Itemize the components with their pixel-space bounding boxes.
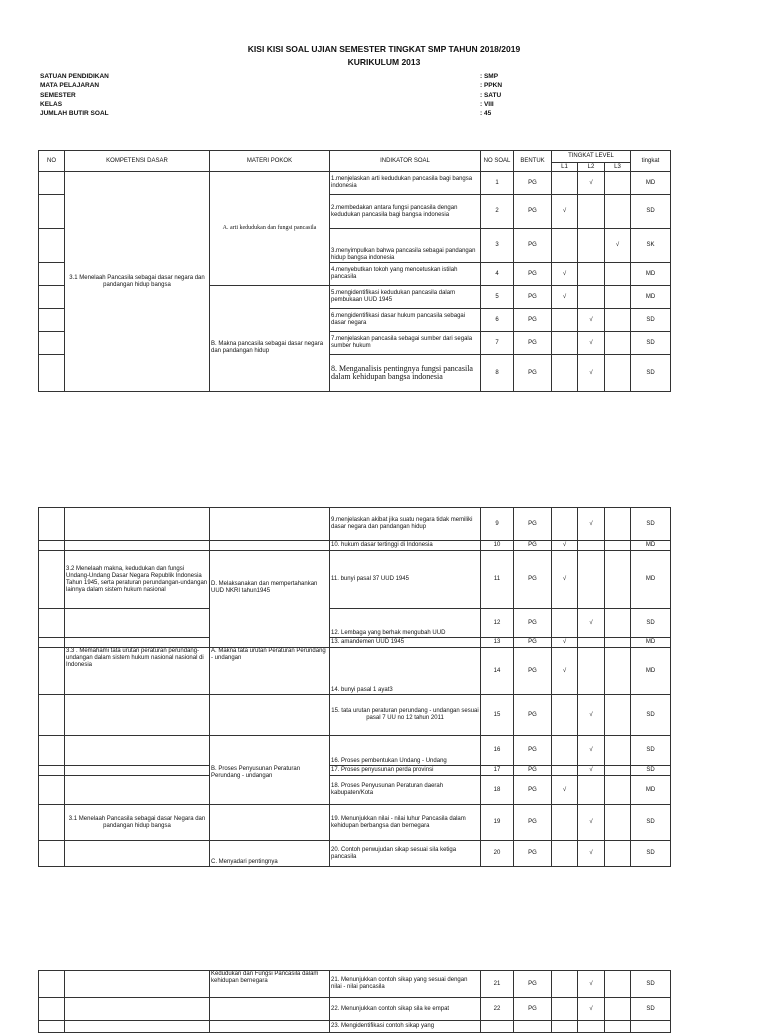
indikator-cell: 21. Menunjukkan contoh sikap yang sesuai dengan nilai - nilai pancasila	[330, 971, 481, 998]
bentuk-cell: PG	[514, 766, 552, 776]
meta-label: KELAS	[40, 100, 63, 108]
table-row	[39, 541, 671, 551]
no-soal-cell: 3	[481, 229, 514, 263]
bentuk-cell: PG	[514, 508, 552, 541]
no-soal-cell: 15	[481, 695, 514, 736]
kisi-table-1	[38, 150, 671, 392]
no-soal-cell: 22	[481, 998, 514, 1021]
meta-value: : SATU	[480, 91, 502, 99]
tingkat-cell: MD	[631, 286, 671, 309]
header-bentuk: BENTUK	[514, 151, 552, 172]
indikator-cell: 7.menjelaskan pancasila sebagai sumber dari segala sumber hukum	[330, 332, 481, 355]
no-soal-cell: 8	[481, 355, 514, 392]
check-mark: √	[578, 695, 605, 736]
check-mark: √	[578, 332, 605, 355]
meta-label: SEMESTER	[40, 91, 76, 99]
table-row	[39, 998, 671, 1021]
no-soal-cell: 14	[481, 648, 514, 695]
table-row	[39, 805, 671, 841]
check-mark: √	[578, 998, 605, 1021]
tingkat-cell: MD	[631, 541, 671, 551]
tingkat-cell: MD	[631, 648, 671, 695]
header-no: NO	[39, 151, 65, 172]
bentuk-cell: PG	[514, 332, 552, 355]
no-soal-cell: 20	[481, 841, 514, 867]
kompetensi-dasar-cell: 3.2 Menelaah makna, kedudukan dan fungsi Undang-Undang Dasar Negara Republik Indonesia Tahun 1945, serta peraturan perundangan-undangan lainnya dalam sistem hukum nasional	[65, 551, 210, 609]
indikator-cell: 5.mengidentifikasi kedudukan pancasila dalam pembukaan UUD 1945	[330, 286, 481, 309]
check-mark: √	[552, 648, 578, 695]
table-row	[39, 609, 671, 638]
table-row	[39, 766, 671, 776]
check-mark: √	[552, 286, 578, 309]
materi-pokok-cell: C. Menyadari pentingnya	[210, 841, 330, 867]
bentuk-cell: PG	[514, 551, 552, 609]
no-soal-cell: 10	[481, 541, 514, 551]
indikator-cell: 14. bunyi pasal 1 ayat3	[330, 648, 481, 695]
tingkat-cell: MD	[631, 263, 671, 286]
bentuk-cell: PG	[514, 609, 552, 638]
tingkat-cell: SD	[631, 195, 671, 229]
tingkat-cell: SD	[631, 766, 671, 776]
tingkat-cell: SD	[631, 309, 671, 332]
table-row	[39, 736, 671, 766]
meta-values	[480, 72, 502, 118]
tingkat-cell: SD	[631, 998, 671, 1021]
check-mark: √	[578, 355, 605, 392]
check-mark: √	[578, 841, 605, 867]
no-soal-cell: 17	[481, 766, 514, 776]
kompetensi-dasar-cell: 3.1 Menelaah Pancasila sebagai dasar negara dan pandangan hidup bangsa	[65, 172, 210, 392]
no-soal-cell: 18	[481, 776, 514, 805]
table-row	[39, 841, 671, 867]
indikator-cell: 13. amandemen UUD 1945	[330, 638, 481, 648]
meta-value: : SMP	[480, 73, 499, 80]
table-row	[39, 508, 671, 541]
tingkat-cell: MD	[631, 551, 671, 609]
check-mark: √	[552, 263, 578, 286]
tingkat-cell: SK	[631, 229, 671, 263]
indikator-cell: 18. Proses Penyusunan Peraturan daerah kabupaten/Kota	[330, 776, 481, 805]
tingkat-cell: SD	[631, 805, 671, 841]
table-row	[39, 648, 671, 695]
bentuk-cell: PG	[514, 286, 552, 309]
meta-value: : 45	[480, 110, 492, 118]
indikator-cell: 17. Proses penyusunan perda provinsi	[330, 766, 481, 776]
indikator-cell: 9.menjelaskan akibat jika suatu negara tidak memiliki dasar negara dan pandangan hidup	[330, 508, 481, 541]
indikator-cell: 15. tata urutan peraturan perundang - undangan sesuai pasal 7 UU no 12 tahun 2011	[330, 695, 481, 736]
header-kompetensi: KOMPETENSI DASAR	[65, 151, 210, 172]
document-subtitle: KURIKULUM 2013	[347, 57, 421, 67]
indikator-cell: 11. bunyi pasal 37 UUD 1945	[330, 551, 481, 609]
check-mark: √	[552, 776, 578, 805]
header-l1: L1	[552, 163, 578, 172]
tingkat-cell: MD	[631, 638, 671, 648]
table-row	[39, 638, 671, 648]
kisi-table-2	[38, 507, 671, 867]
check-mark: √	[578, 172, 605, 195]
bentuk-cell: PG	[514, 736, 552, 766]
tingkat-cell: MD	[631, 776, 671, 805]
bentuk-cell: PG	[514, 695, 552, 736]
tingkat-cell: SD	[631, 841, 671, 867]
bentuk-cell: PG	[514, 805, 552, 841]
no-soal-cell: 9	[481, 508, 514, 541]
check-mark: √	[605, 229, 631, 263]
no-soal-cell: 19	[481, 805, 514, 841]
indikator-cell: 10. hukum dasar tertinggi di Indonesia	[330, 541, 481, 551]
tingkat-cell: SD	[631, 355, 671, 392]
indikator-cell: 8. Menganalisis pentingnya fungsi pancasila dalam kehidupan bangsa indonesia	[330, 355, 481, 392]
materi-pokok-cell: A. arti kedudukan dan fungsi pancasila	[210, 172, 330, 286]
indikator-cell: 12. Lembaga yang berhak mengubah UUD	[330, 609, 481, 638]
bentuk-cell: PG	[514, 195, 552, 229]
tingkat-cell: SD	[631, 971, 671, 998]
check-mark: √	[578, 609, 605, 638]
meta-label: SATUAN PENDIDIKAN	[40, 73, 109, 80]
no-soal-cell: 11	[481, 551, 514, 609]
bentuk-cell: PG	[514, 841, 552, 867]
table-row	[39, 695, 671, 736]
no-soal-cell: 16	[481, 736, 514, 766]
materi-pokok-cell: B. Proses Penyusunan Peraturan Perundang - undangan	[210, 736, 330, 805]
header-indikator: INDIKATOR SOAL	[330, 151, 481, 172]
no-soal-cell: 7	[481, 332, 514, 355]
indikator-cell: 4.menyebutkan tokoh yang mencetuskan istilah pancasila	[330, 263, 481, 286]
table-row	[39, 971, 671, 998]
materi-pokok-cell: Kedudukan dan Fungsi Pancasila dalam kehidupan bernegara	[210, 971, 330, 998]
indikator-cell: 20. Contoh perwujudan sikap sesuai sila ketiga pancasila	[330, 841, 481, 867]
indikator-cell: 2.membedakan antara fungsi pancasila dengan kedudukan pancasila bagi bangsa indonesia	[330, 195, 481, 229]
header-materi: MATERI POKOK	[210, 151, 330, 172]
table-row	[39, 1021, 671, 1033]
header-tingkat: tingkat	[631, 151, 671, 172]
check-mark: √	[578, 805, 605, 841]
table-row	[39, 551, 671, 609]
tingkat-cell: SD	[631, 736, 671, 766]
no-soal-cell: 4	[481, 263, 514, 286]
indikator-cell: 22. Menunjukkan contoh sikap sila ke empat	[330, 998, 481, 1021]
kompetensi-dasar-cell: 3.1 Menelaah Pancasila sebagai dasar Negara dan pandangan hidup bangsa	[65, 805, 210, 841]
table-row	[39, 776, 671, 805]
bentuk-cell: PG	[514, 229, 552, 263]
tingkat-cell: MD	[631, 172, 671, 195]
check-mark: √	[552, 551, 578, 609]
no-soal-cell: 6	[481, 309, 514, 332]
no-soal-cell: 12	[481, 609, 514, 638]
no-soal-cell: 5	[481, 286, 514, 309]
table-row	[39, 172, 671, 195]
header-l2: L2	[578, 163, 605, 172]
indikator-cell: 6.mengidentifikasi dasar hukum pancasila sebagai dasar negara	[330, 309, 481, 332]
bentuk-cell: PG	[514, 263, 552, 286]
materi-pokok-cell: A. Makna tata urutan Peraturan Perundang - undangan	[210, 648, 330, 695]
tingkat-cell: SD	[631, 332, 671, 355]
bentuk-cell: PG	[514, 971, 552, 998]
no-soal-cell: 2	[481, 195, 514, 229]
bentuk-cell: PG	[514, 998, 552, 1021]
bentuk-cell: PG	[514, 172, 552, 195]
bentuk-cell: PG	[514, 648, 552, 695]
bentuk-cell: PG	[514, 541, 552, 551]
indikator-cell: 23. Mengidentifikasi contoh sikap yang	[330, 1021, 481, 1033]
indikator-cell: 16. Proses pembentukan Undang - Undang	[330, 736, 481, 766]
bentuk-cell: PG	[514, 776, 552, 805]
indikator-cell: 19. Menunjukkan nilai - nilai luhur Pancasila dalam kehidupan berbangsa dan bernegara	[330, 805, 481, 841]
materi-pokok-cell: D. Melaksanakan dan mempertahankan UUD NKRI tahun1945	[210, 551, 330, 648]
kompetensi-dasar-cell: 3.3 . Memahami tata urutan peraturan perundang-undangan dalam sistem hukum nasional nasional di Indonesia	[65, 648, 210, 695]
materi-pokok-cell: B. Makna pancasila sebagai dasar negara dan pandangan hidup	[210, 286, 330, 392]
table-header-row	[39, 151, 671, 163]
check-mark: √	[552, 541, 578, 551]
meta-label: JUMLAH BUTIR SOAL	[40, 110, 109, 118]
no-soal-cell: 1	[481, 172, 514, 195]
indikator-cell: 3.menyimpulkan bahwa pancasila sebagai pandangan hidup bangsa indonesia	[330, 229, 481, 263]
header-no-soal: NO SOAL	[481, 151, 514, 172]
header-tingkat-level: TINGKAT LEVEL	[552, 151, 631, 163]
header-l3: L3	[605, 163, 631, 172]
check-mark: √	[578, 766, 605, 776]
check-mark: √	[552, 195, 578, 229]
indikator-cell: 1.menjelaskan arti kedudukan pancasila bagi bangsa indonesia	[330, 172, 481, 195]
check-mark: √	[578, 309, 605, 332]
meta-label: MATA PELAJARAN	[40, 82, 100, 90]
tingkat-cell: SD	[631, 695, 671, 736]
no-soal-cell: 13	[481, 638, 514, 648]
meta-value: : VIII	[480, 100, 494, 108]
tingkat-cell: SD	[631, 508, 671, 541]
meta-value: : PPKN	[480, 82, 503, 90]
check-mark: √	[578, 508, 605, 541]
bentuk-cell: PG	[514, 355, 552, 392]
meta-labels	[40, 72, 109, 118]
check-mark: √	[552, 638, 578, 648]
tingkat-cell: SD	[631, 609, 671, 638]
no-soal-cell: 21	[481, 971, 514, 998]
check-mark: √	[578, 971, 605, 998]
bentuk-cell: PG	[514, 638, 552, 648]
document-title: KISI KISI SOAL UJIAN SEMESTER TINGKAT SMP TAHUN 2018/2019	[247, 44, 521, 54]
check-mark: √	[578, 736, 605, 766]
bentuk-cell: PG	[514, 309, 552, 332]
